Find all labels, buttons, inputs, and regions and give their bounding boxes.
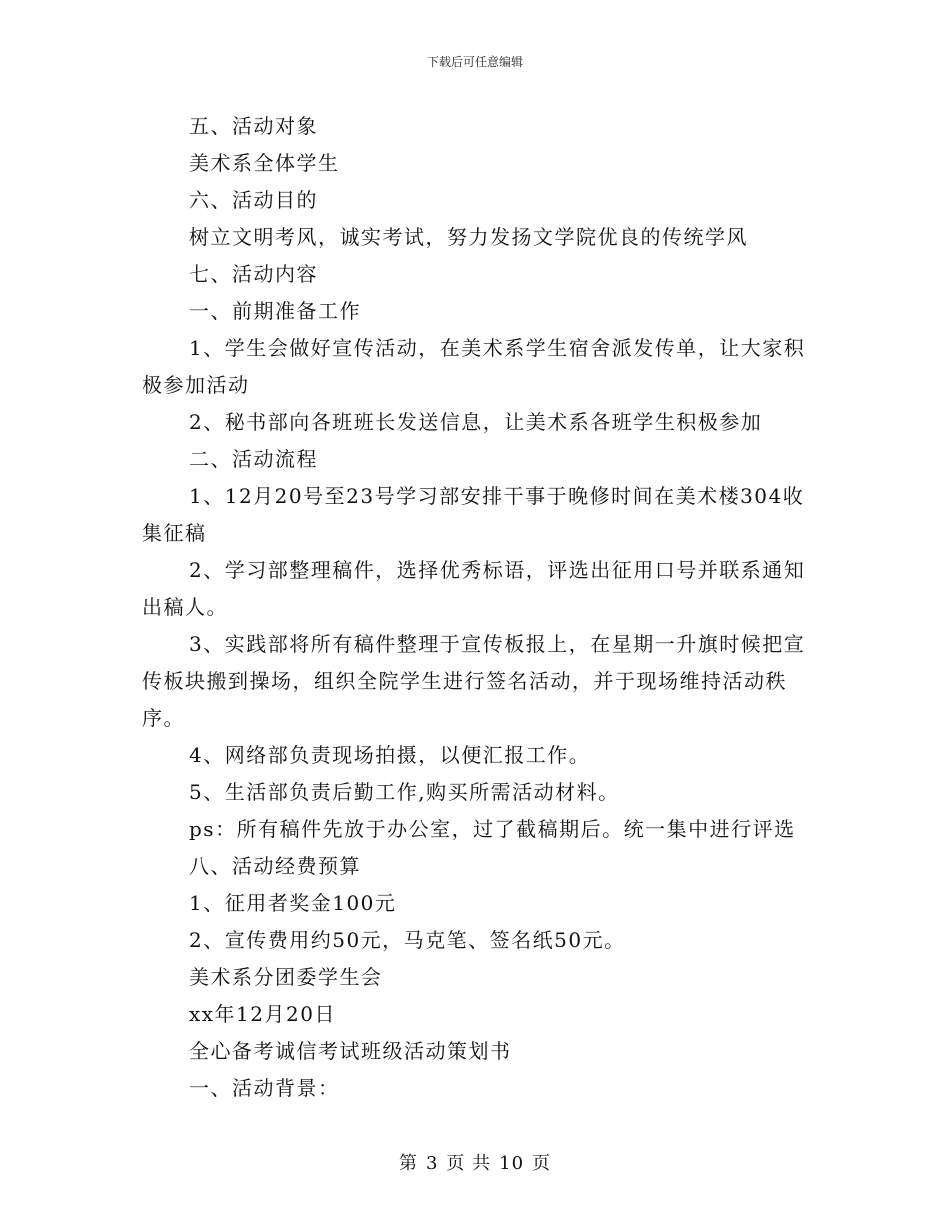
paragraph: 4、网络部负责现场拍摄，以便汇报工作。: [189, 743, 591, 767]
paragraph: ps：所有稿件先放于办公室，过了截稿期后。统一集中进行评选: [189, 817, 796, 841]
page-footer-prefix: 第: [398, 1153, 418, 1174]
paragraph: 五、活动对象: [189, 114, 318, 138]
page-total: 10: [499, 1153, 525, 1174]
paragraph: 2、秘书部向各班班长发送信息，让美术系各班学生积极参加: [189, 410, 763, 434]
paragraph: 一、前期准备工作: [189, 299, 361, 323]
paragraph: 二、活动流程: [189, 447, 318, 471]
page-number-footer: [0, 1152, 950, 1176]
page-footer-middle: 页 共: [446, 1153, 492, 1174]
paragraph: 5、生活部负责后勤工作,购买所需活动材料。: [189, 780, 620, 804]
page-current: 3: [425, 1153, 439, 1174]
paragraph: 一、活动背景：: [189, 1076, 340, 1100]
paragraph: 1、学生会做好宣传活动，在美术系学生宿舍派发传单，让大家积极参加活动: [142, 336, 806, 397]
paragraph: 2、学习部整理稿件，选择优秀标语，评选出征用口号并联系通知出稿人。: [142, 558, 806, 619]
paragraph: 美术系全体学生: [189, 151, 340, 175]
paragraph: 1、征用者奖金100元: [189, 891, 397, 915]
paragraph: 树立文明考风，诚实考试，努力发扬文学院优良的传统学风: [189, 225, 748, 249]
paragraph: 3、实践部将所有稿件整理于宣传板报上，在星期一升旗时候把宣传板块搬到操场，组织全院学生进行签名活动，并于现场维持活动秩序。: [142, 632, 806, 730]
paragraph: 2、宣传费用约50元，马克笔、签名纸50元。: [189, 928, 626, 952]
paragraph: 美术系分团委学生会: [189, 965, 383, 989]
paragraph: 七、活动内容: [189, 262, 318, 286]
page-footer-suffix: 页: [532, 1153, 552, 1174]
page-header: 下载后可任意编辑: [426, 55, 523, 69]
paragraph: 1、12月20号至23号学习部安排干事于晚修时间在美术楼304收集征稿: [142, 484, 805, 545]
paragraph: 六、活动目的: [189, 188, 318, 212]
document-body: [142, 108, 810, 1107]
paragraph: 全心备考诚信考试班级活动策划书: [189, 1039, 512, 1063]
paragraph: 八、活动经费预算: [189, 854, 361, 878]
paragraph: xx年12月20日: [189, 1002, 336, 1026]
